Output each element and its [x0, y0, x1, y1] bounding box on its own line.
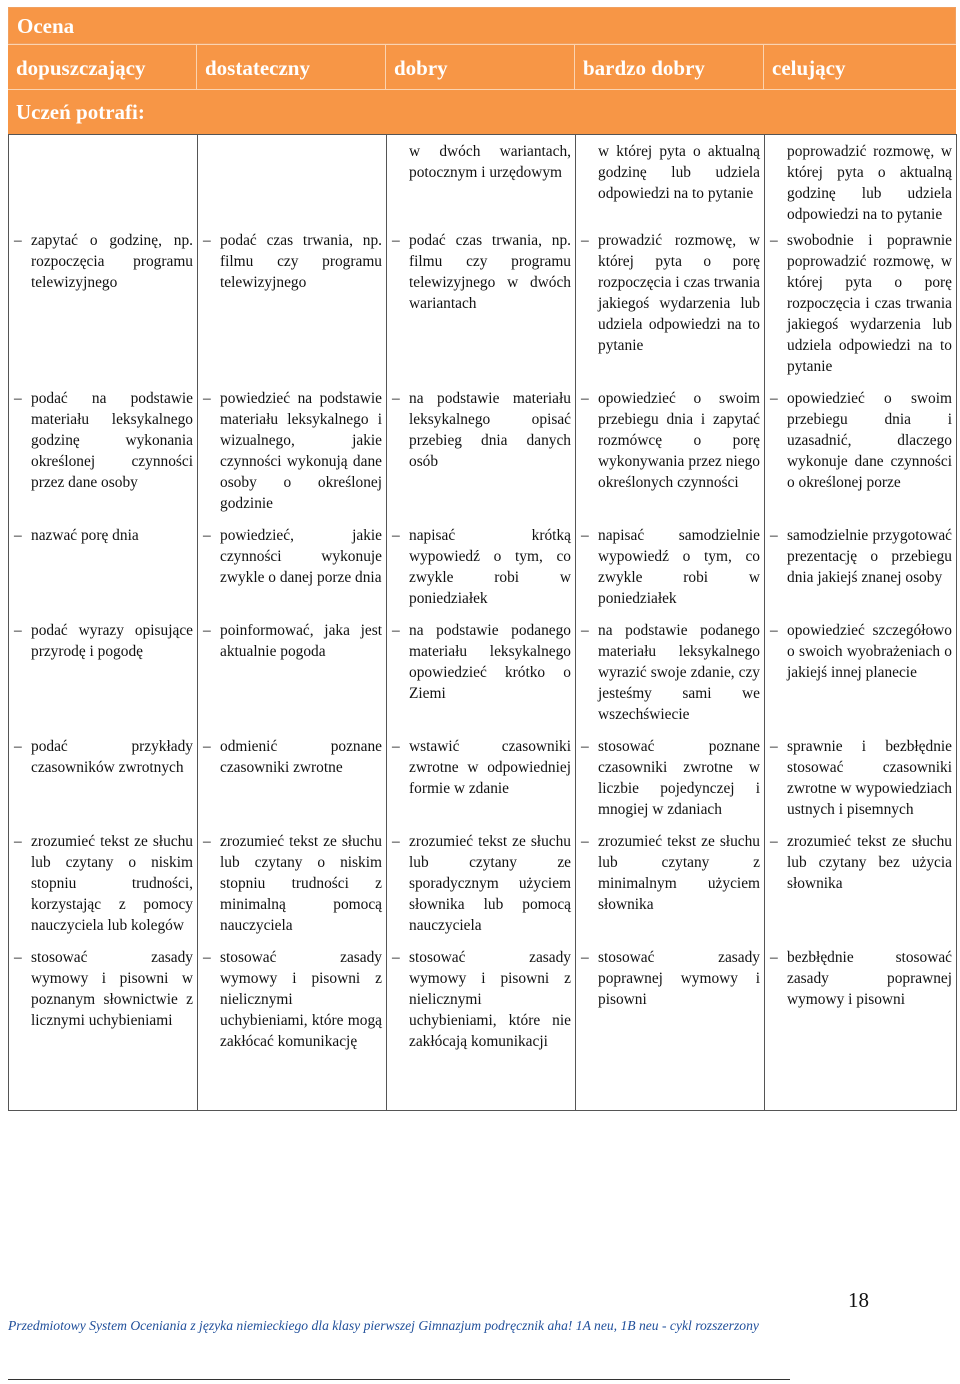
criterion-text: powiedzieć na podstawie materiału leksykalnego i wizualnego, jakie czynności wykonują dane osoby o określonej godzinie — [220, 390, 382, 512]
table-cell — [576, 525, 765, 620]
criterion-item — [392, 525, 571, 609]
table-cell — [765, 736, 957, 831]
table-cell — [576, 388, 765, 525]
dash-bullet-icon: – — [203, 527, 211, 544]
table-row — [9, 135, 957, 231]
criterion-text: stosować poznane czasowniki zwrotne w liczbie pojedynczej i mnogiej w zdaniach — [598, 738, 760, 818]
table-cell — [576, 620, 765, 736]
dash-bullet-icon: – — [14, 390, 22, 407]
criterion-item — [581, 947, 760, 1010]
table-cell — [387, 388, 576, 525]
criterion-text: opowiedzieć o swoim przebiegu dnia i uzasadnić, dlaczego wykonuje dane czynności o określonej porze — [787, 390, 952, 491]
table-cell — [765, 388, 957, 525]
criterion-text: podać czas trwania, np. filmu czy programu telewizyjnego w dwóch wariantach — [409, 232, 571, 312]
dash-bullet-icon: – — [581, 390, 589, 407]
table-cell — [198, 831, 387, 947]
criterion-item — [14, 620, 193, 662]
criterion-item — [14, 736, 193, 778]
dash-bullet-icon: – — [392, 232, 400, 249]
table-cell — [576, 947, 765, 1111]
table-cell — [198, 388, 387, 525]
grading-sheet — [8, 7, 956, 1111]
criterion-item — [392, 831, 571, 936]
criterion-item — [14, 831, 193, 936]
page-number: 18 — [848, 1288, 869, 1312]
criterion-text: na podstawie podanego materiału leksykalnego wyrazić swoje zdanie, czy jesteśmy sami we wszechświecie — [598, 622, 760, 723]
criterion-text: zrozumieć tekst ze słuchu lub czytany bez użycia słownika — [787, 833, 952, 892]
table-cell — [9, 230, 198, 388]
dash-bullet-icon: – — [14, 232, 22, 249]
table-cell — [9, 736, 198, 831]
table-cell — [9, 388, 198, 525]
criterion-item — [203, 525, 382, 588]
table-cell — [198, 230, 387, 388]
criterion-text: samodzielnie przygotować prezentację o przebiegu dnia jakiejś znanej osoby — [787, 527, 952, 586]
dash-bullet-icon: – — [203, 390, 211, 407]
criterion-item — [392, 947, 571, 1052]
dash-bullet-icon: – — [770, 738, 778, 755]
criterion-item — [770, 525, 952, 588]
criterion-item — [581, 736, 760, 820]
dash-bullet-icon: – — [581, 833, 589, 850]
criterion-item — [392, 620, 571, 704]
footer-divider — [8, 1379, 790, 1380]
criterion-item — [203, 831, 382, 936]
table-cell — [765, 525, 957, 620]
table-cell — [9, 947, 198, 1111]
criterion-item — [770, 230, 952, 377]
criterion-text: podać przykłady czasowników zwrotnych — [31, 738, 193, 776]
grade-header — [8, 7, 956, 134]
dash-bullet-icon: – — [203, 622, 211, 639]
dash-bullet-icon: – — [581, 232, 589, 249]
criterion-text: stosować zasady wymowy i pisowni z nielicznymi uchybieniami, które mogą zakłócać komunikację — [220, 949, 382, 1050]
dash-bullet-icon: – — [14, 738, 22, 755]
criterion-text: prowadzić rozmowę, w której pyta o porę rozpoczęcia i czas trwania jakiegoś wydarzenia lub udziela odpowiedzi na to pytanie — [598, 232, 760, 354]
table-cell — [198, 525, 387, 620]
criterion-text: stosować zasady wymowy i pisowni w poznanym słownictwie z licznymi uchybieniami — [31, 949, 193, 1029]
table-cell — [198, 947, 387, 1111]
dash-bullet-icon: – — [392, 390, 400, 407]
criterion-item — [203, 736, 382, 778]
criterion-item — [598, 141, 760, 204]
table-cell — [387, 736, 576, 831]
table-cell — [765, 230, 957, 388]
criterion-item — [770, 388, 952, 493]
criteria-table — [8, 134, 957, 1111]
criterion-text: zapytać o godzinę, np. rozpoczęcia programu telewizyjnego — [31, 232, 193, 291]
criterion-text: opowiedzieć o swoim przebiegu dnia i zapytać rozmówcę o porę wykonywania przez niego określonych czynności — [598, 390, 760, 491]
table-cell — [9, 831, 198, 947]
dash-bullet-icon: – — [14, 833, 22, 850]
header-subtitle: Uczeń potrafi: — [8, 89, 956, 134]
table-cell — [198, 736, 387, 831]
dash-bullet-icon: – — [203, 232, 211, 249]
criterion-text: w dwóch wariantach, potocznym i urzędowym — [409, 143, 571, 181]
criterion-item — [581, 525, 760, 609]
table-cell — [765, 620, 957, 736]
criterion-text: podać wyrazy opisujące przyrodę i pogodę — [31, 622, 193, 660]
table-cell — [765, 831, 957, 947]
table-cell — [765, 947, 957, 1111]
grade-dostateczny: dostateczny — [197, 45, 386, 89]
criterion-text: poprowadzić rozmowę, w której pyta o aktualną godzinę lub udziela odpowiedzi na to pytanie — [787, 143, 952, 223]
criterion-text: podać na podstawie materiału leksykalnego godzinę wykonania określonej czynności przez dane osoby — [31, 390, 193, 491]
criterion-item — [581, 230, 760, 356]
grade-bardzo-dobry: bardzo dobry — [575, 45, 764, 89]
criterion-item — [409, 141, 571, 183]
criterion-text: swobodnie i poprawnie poprowadzić rozmowę, w której pyta o porę rozpoczęcia i czas trwania jakiegoś wydarzenia lub udziela odpowiedzi na to pytanie — [787, 232, 952, 375]
criterion-item — [203, 230, 382, 293]
grade-dopuszczajacy: dopuszczający — [8, 45, 197, 89]
criterion-text: stosować zasady wymowy i pisowni z nielicznymi uchybieniami, które nie zakłócają komunikacji — [409, 949, 571, 1050]
criterion-text: w której pyta o aktualną godzinę lub udziela odpowiedzi na to pytanie — [598, 143, 760, 202]
criterion-text: zrozumieć tekst ze słuchu lub czytany ze sporadycznym użyciem słownika lub pomocą nauczyciela — [409, 833, 571, 934]
table-cell — [198, 620, 387, 736]
criterion-item — [392, 736, 571, 799]
criterion-text: podać czas trwania, np. filmu czy programu telewizyjnego — [220, 232, 382, 291]
criterion-text: na podstawie podanego materiału leksykalnego opowiedzieć krótko o Ziemi — [409, 622, 571, 702]
criterion-text: nazwać porę dnia — [31, 527, 139, 544]
dash-bullet-icon: – — [581, 738, 589, 755]
dash-bullet-icon: – — [392, 622, 400, 639]
criterion-text: zrozumieć tekst ze słuchu lub czytany o niskim stopniu trudności, korzystając z pomocy nauczyciela lub kolegów — [31, 833, 193, 934]
criterion-item — [203, 947, 382, 1052]
footer-text: Przedmiotowy System Oceniania z języka niemieckiego dla klasy pierwszej Gimnazjum podręcznik aha! 1A neu, 1B neu - cykl rozszerzony — [8, 1318, 759, 1333]
criterion-item — [392, 230, 571, 314]
criterion-item — [14, 230, 193, 293]
dash-bullet-icon: – — [14, 527, 22, 544]
table-cell — [387, 620, 576, 736]
criterion-text: opowiedzieć szczegółowo o swoich wyobrażeniach o jakiejś innej planecie — [787, 622, 952, 681]
dash-bullet-icon: – — [203, 949, 211, 966]
dash-bullet-icon: – — [392, 949, 400, 966]
table-cell — [765, 135, 957, 231]
criterion-text: napisać krótką wypowiedź o tym, co zwykle robi w poniedziałek — [409, 527, 571, 607]
criterion-text: sprawnie i bezbłędnie stosować czasowniki zwrotne w wypowiedziach ustnych i pisemnych — [787, 738, 952, 818]
table-row — [9, 736, 957, 831]
table-cell — [387, 525, 576, 620]
dash-bullet-icon: – — [392, 527, 400, 544]
criterion-item — [392, 388, 571, 472]
grade-celujacy: celujący — [772, 56, 846, 80]
table-row — [9, 831, 957, 947]
criterion-text: poinformować, jaka jest aktualnie pogoda — [220, 622, 382, 660]
criterion-item — [203, 388, 382, 514]
dash-bullet-icon: – — [581, 949, 589, 966]
dash-bullet-icon: – — [14, 949, 22, 966]
dash-bullet-icon: – — [581, 622, 589, 639]
table-cell — [576, 135, 765, 231]
dash-bullet-icon: – — [770, 622, 778, 639]
dash-bullet-icon: – — [203, 738, 211, 755]
table-cell — [576, 230, 765, 388]
table-cell — [387, 230, 576, 388]
table-row — [9, 947, 957, 1111]
criterion-text: napisać samodzielnie wypowiedź o tym, co zwykle robi w poniedziałek — [598, 527, 760, 607]
dash-bullet-icon: – — [392, 833, 400, 850]
criteria-body — [9, 135, 957, 1111]
table-cell — [9, 525, 198, 620]
criterion-item — [770, 831, 952, 894]
table-cell — [9, 620, 198, 736]
criterion-item — [581, 831, 760, 915]
dash-bullet-icon: – — [770, 527, 778, 544]
criterion-item — [203, 620, 382, 662]
dash-bullet-icon: – — [770, 833, 778, 850]
table-row — [9, 620, 957, 736]
criterion-text: zrozumieć tekst ze słuchu lub czytany o niskim stopniu trudności z minimalną pomocą nauczyciela — [220, 833, 382, 934]
dash-bullet-icon: – — [392, 738, 400, 755]
criterion-item — [770, 947, 952, 1010]
table-cell — [387, 947, 576, 1111]
table-cell — [9, 135, 198, 231]
criterion-item — [770, 736, 952, 820]
criterion-text: na podstawie materiału leksykalnego opisać przebieg dnia danych osób — [409, 390, 571, 470]
table-row — [9, 230, 957, 388]
grade-names-row — [8, 44, 956, 89]
criterion-item — [14, 525, 193, 546]
criterion-item — [14, 388, 193, 493]
header-title: Ocena — [8, 7, 956, 44]
table-cell — [198, 135, 387, 231]
criterion-item — [770, 620, 952, 683]
criterion-item — [581, 388, 760, 493]
table-cell — [387, 135, 576, 231]
dash-bullet-icon: – — [770, 949, 778, 966]
criterion-item — [787, 141, 952, 225]
criterion-text: wstawić czasowniki zwrotne w odpowiedniej formie w zdanie — [409, 738, 571, 797]
table-cell — [576, 736, 765, 831]
dash-bullet-icon: – — [770, 390, 778, 407]
dash-bullet-icon: – — [770, 232, 778, 249]
criterion-text: bezbłędnie stosować zasady poprawnej wymowy i pisowni — [787, 949, 952, 1008]
table-cell — [576, 831, 765, 947]
dash-bullet-icon: – — [581, 527, 589, 544]
criterion-text: odmienić poznane czasowniki zwrotne — [220, 738, 382, 776]
criterion-item — [14, 947, 193, 1031]
dash-bullet-icon: – — [203, 833, 211, 850]
grade-dobry: dobry — [386, 45, 575, 89]
table-row — [9, 525, 957, 620]
criterion-item — [581, 620, 760, 725]
table-cell — [387, 831, 576, 947]
criterion-text: zrozumieć tekst ze słuchu lub czytany z minimalnym użyciem słownika — [598, 833, 760, 913]
criterion-text: powiedzieć, jakie czynności wykonuje zwykle o danej porze dnia — [220, 527, 382, 586]
criterion-text: stosować zasady poprawnej wymowy i pisowni — [598, 949, 760, 1008]
dash-bullet-icon: – — [14, 622, 22, 639]
table-row — [9, 388, 957, 525]
